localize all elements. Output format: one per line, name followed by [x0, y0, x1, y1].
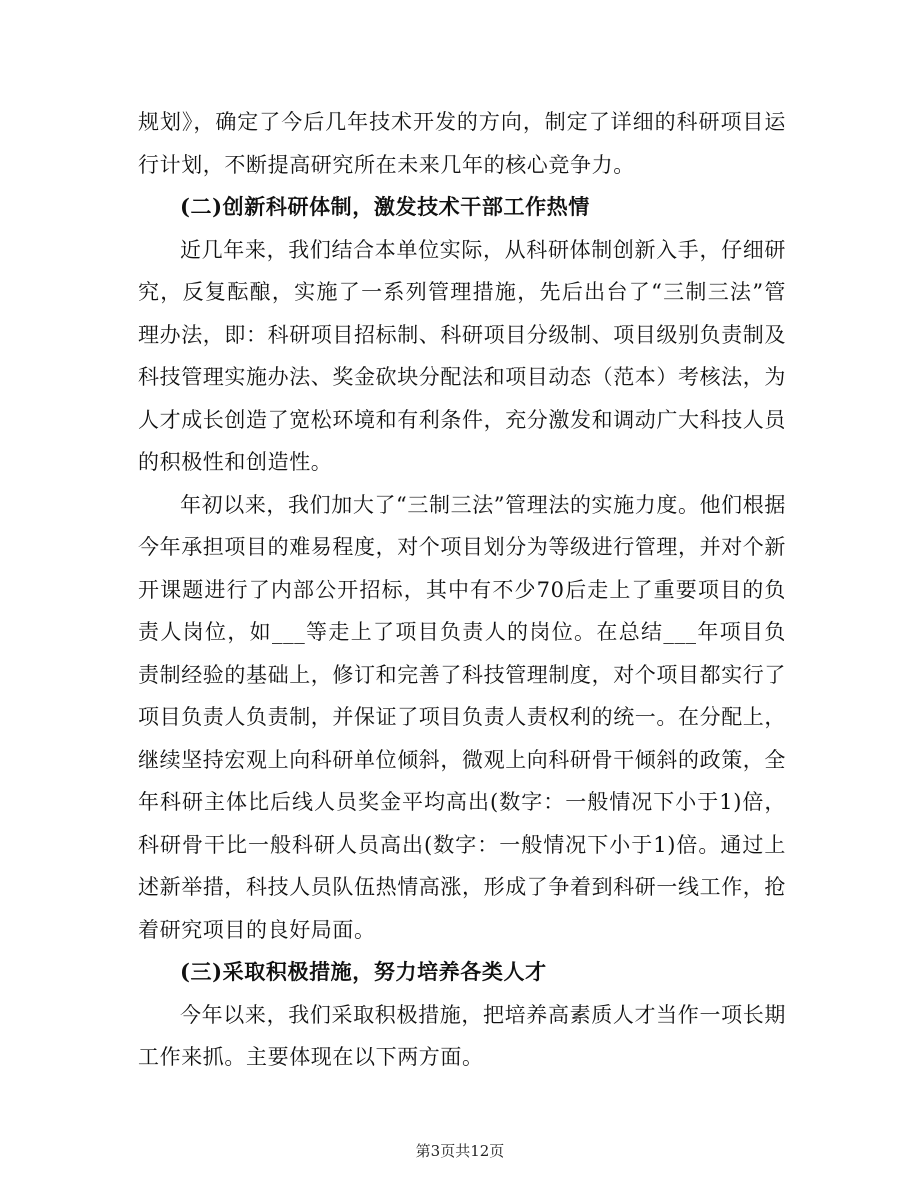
page-number-footer: 第3页共12页: [415, 1142, 505, 1160]
paragraph-system-innovation: 近几年来，我们结合本单位实际，从科研体制创新入手，仔细研究，反复酝酿，实施了一系列管理措施，先后出台了“三制三法”管理办法，即：科研项目招标制、科研项目分级制、项目级别负责制及科技管理实施办法、奖金砍块分配法和项目动态（范本）考核法，为人才成长创造了宽松环境和有利条件，充分激发和调动广大科技人员的积极性和创造性。: [138, 237, 786, 474]
paragraph-implementation: 年初以来，我们加大了“三制三法”管理法的实施力度。他们根据今年承担项目的难易程度，对个项目划分为等级进行管理，并对个新开课题进行了内部公开招标，其中有不少70后走上了重要项目的负责人岗位，如___等走上了项目负责人的岗位。在总结___年项目负责制经验的基础上，修订和完善了科技管理制度，对个项目都实行了项目负责人负责制，并保证了项目负责人责权利的统一。在分配上，继续坚持宏观上向科研单位倾斜，微观上向科研骨干倾斜的政策，全年科研主体比后线人员奖金平均高出(数字：一般情况下小于1)倍，科研骨干比一般科研人员高出(数字：一般情况下小于1)倍。通过上述新举措，科技人员队伍热情高涨，形成了争着到科研一线工作，抢着研究项目的良好局面。: [138, 492, 786, 942]
document-body: [138, 101, 786, 1079]
section-heading-2: (二)创新科研体制，激发技术干部工作热情: [180, 194, 590, 219]
section-heading-3: (三)采取积极措施，努力培养各类人才: [180, 959, 547, 984]
paragraph-talent-training: 今年以来，我们采取积极措施，把培养高素质人才当作一项长期工作来抓。主要体现在以下两方面。: [138, 1002, 786, 1069]
paragraph-continuation: 规划》，确定了今后几年技术开发的方向，制定了详细的科研项目运行计划，不断提高研究所在未来几年的核心竞争力。: [138, 110, 786, 177]
